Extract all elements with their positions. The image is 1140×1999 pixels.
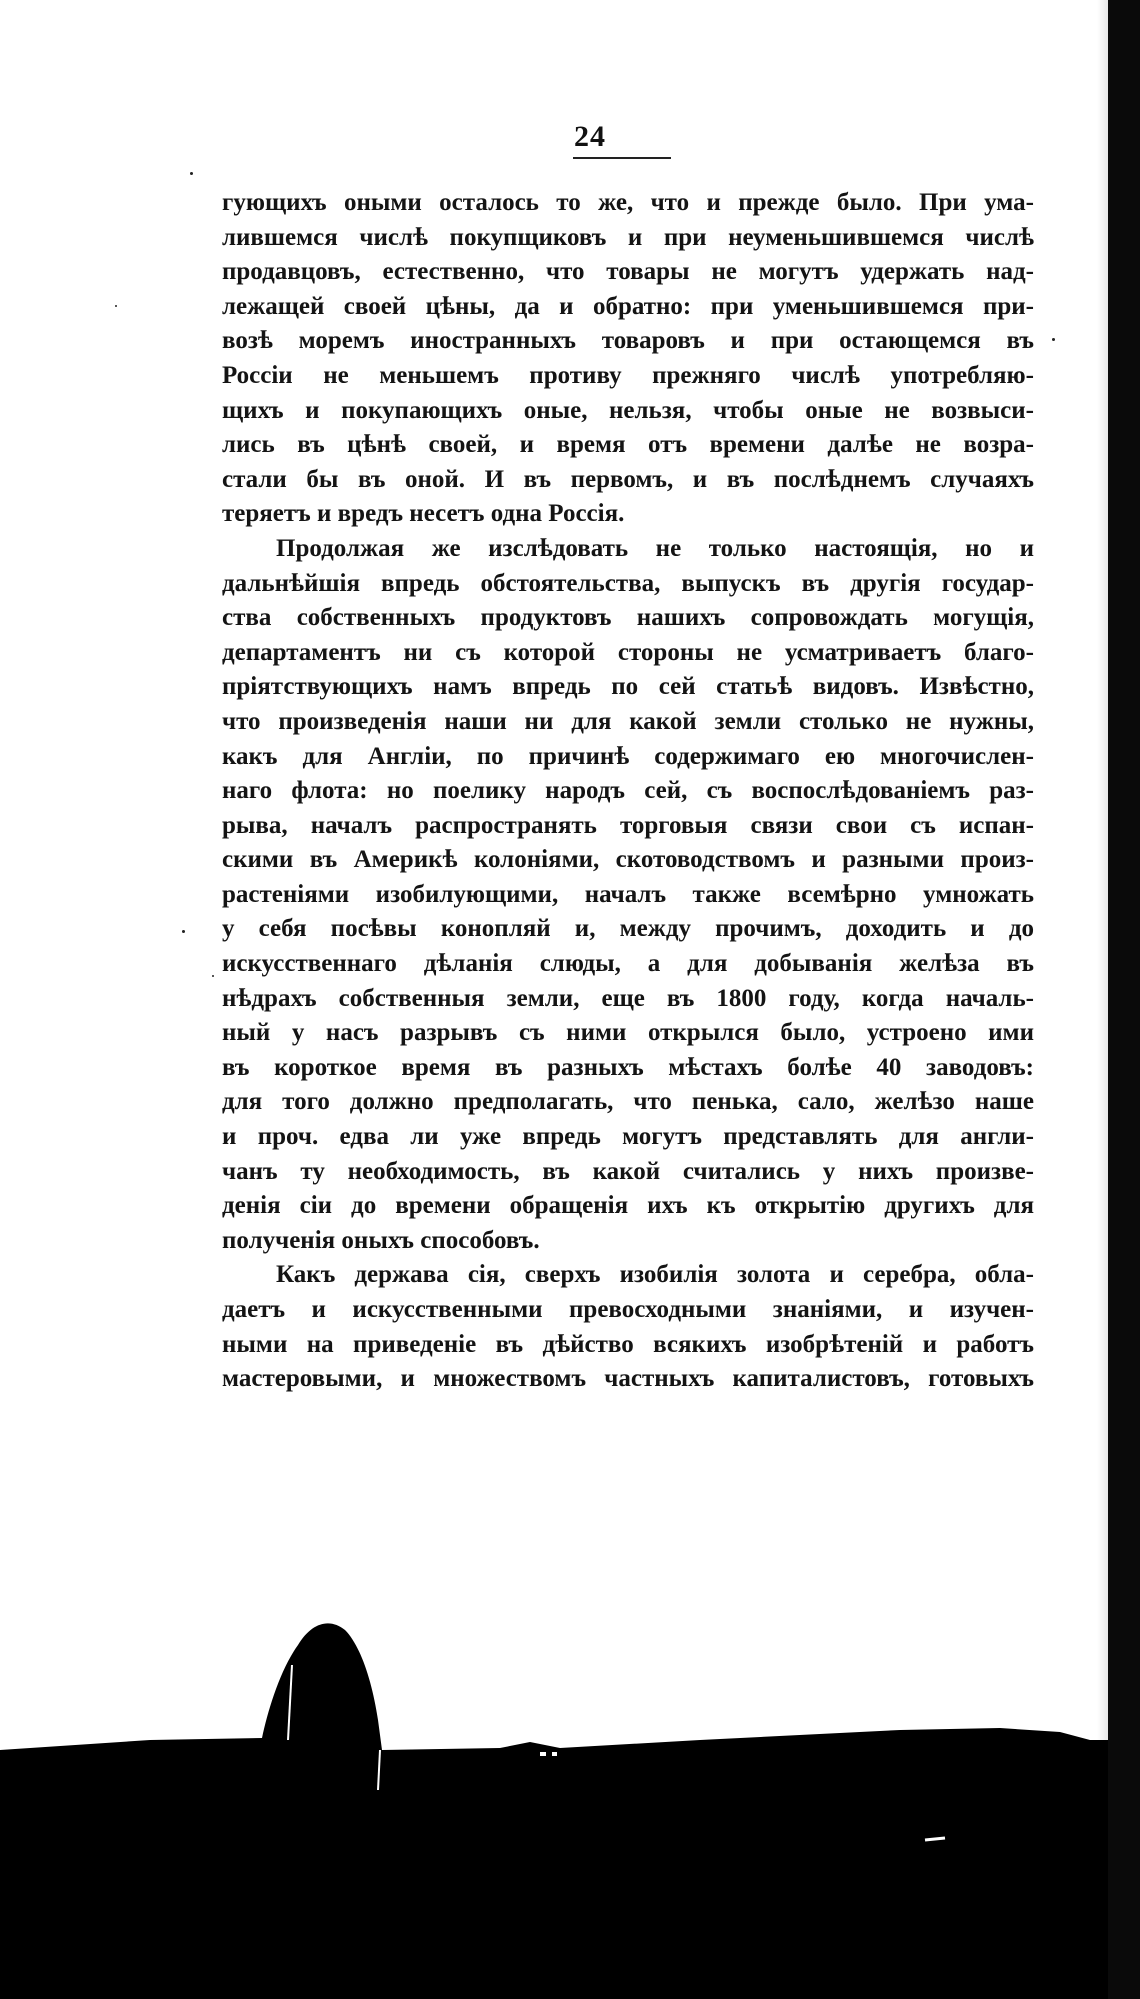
body-text [222, 186, 1034, 1397]
text-line: лежащей своей цѣны, да и обратно: при уменьшившемся при- [222, 292, 1034, 320]
text-line: даетъ и искусственными превосходными знаніями, и изучен- [222, 1296, 1034, 1323]
text-line: растеніями изобилующими, началъ также всемѣрно умножать [222, 880, 1034, 908]
page-number-rule [573, 157, 671, 159]
text-line: стали бы въ оной. И въ первомъ, и въ послѣднемъ случаяхъ [222, 465, 1034, 493]
scan-speck [115, 305, 117, 307]
text-line: скими въ Америкѣ колоніями, скотоводствомъ и разными произ- [222, 846, 1034, 874]
paragraph-1 [222, 186, 1034, 532]
text-line: наго флота: но поелику народъ сей, съ воспослѣдованіемъ раз- [222, 777, 1034, 805]
text-line: денія сіи до времени обращенія ихъ къ открытію другихъ для [222, 1192, 1034, 1220]
page-number: 24 [574, 120, 606, 153]
scan-speck [182, 930, 185, 933]
text-line: возѣ моремъ иностранныхъ товаровъ и при остающемся въ [222, 327, 1034, 355]
text-line: рыва, началъ распространять торговыя связи свои съ испан- [222, 811, 1034, 839]
scan-speck [190, 172, 193, 175]
text-line: лившемся числѣ покупщиковъ и при неуменьшившемся числѣ [222, 223, 1034, 251]
blot-shape [0, 1623, 1108, 1999]
text-line: нѣдрахъ собственныя земли, еще въ 1800 году, когда началь- [222, 984, 1034, 1012]
text-line: департаментъ ни съ которой стороны не усматриваетъ благо- [222, 638, 1034, 666]
scan-artifact-blot [0, 1590, 1140, 1999]
blot-crack [925, 1838, 945, 1840]
text-line: искусственнаго дѣланія слюды, а для добыванія желѣза въ [222, 950, 1034, 978]
paragraph-3 [222, 1258, 1034, 1396]
text-line: ства собственныхъ продуктовъ нашихъ сопровождать могущія, [222, 604, 1034, 632]
blot-speckle [540, 1752, 546, 1756]
text-line: полученія оныхъ способовъ. [222, 1226, 540, 1254]
text-line: продавцовъ, естественно, что товары не могутъ удержать над- [222, 258, 1034, 286]
text-line: какъ для Англіи, по причинѣ содержимаго ею многочислен- [222, 742, 1034, 770]
text-line: ными на приведеніе въ дѣйство всякихъ изобрѣтеній и работъ [222, 1330, 1034, 1358]
text-line: Какъ держава сія, сверхъ изобилія золота и серебра, обла- [276, 1261, 1034, 1289]
text-line: Россіи не меньшемъ противу прежняго числѣ употребляю- [222, 361, 1034, 389]
text-line: мастеровыми, и множествомъ частныхъ капиталистовъ, готовыхъ [222, 1365, 1034, 1393]
text-line: дальнѣйшія впредь обстоятельства, выпускъ въ другія государ- [222, 569, 1034, 597]
scan-speck [1052, 338, 1055, 341]
paragraph-2 [222, 532, 1034, 1258]
text-line: для того должно предполагать, что пенька, сало, желѣзо наше [222, 1088, 1034, 1116]
text-line: лись въ цѣнѣ своей, и время отъ времени далѣе не возра- [222, 431, 1034, 459]
text-line: что произведенія наши ни для какой земли столько не нужны, [222, 707, 1034, 735]
text-line: ный у насъ разрывъ съ ними открылся было, устроено ими [222, 1019, 1034, 1047]
text-line: пріятствующихъ намъ впредь по сей статьѣ видовъ. Извѣстно, [222, 673, 1034, 701]
text-line: Продолжая же изслѣдовать не только настоящія, но и [276, 534, 1034, 562]
text-line: въ короткое время въ разныхъ мѣстахъ болѣе 40 заводовъ: [222, 1053, 1034, 1081]
text-line: и проч. едва ли уже впредь могутъ представлять для англи- [222, 1123, 1034, 1151]
text-line: теряетъ и вредъ несетъ одна Россія. [222, 500, 625, 528]
text-line: гующихъ оными осталось то же, что и прежде было. При ума- [222, 189, 1034, 216]
text-line: щихъ и покупающихъ оные, нельзя, чтобы оные не возвыси- [222, 396, 1034, 424]
blot-speckle [552, 1752, 557, 1756]
scan-speck [212, 975, 214, 977]
text-line: чанъ ту необходимость, въ какой считались у нихъ произве- [222, 1157, 1034, 1185]
text-line: у себя посѣвы конопляй и, между прочимъ, доходить и до [222, 915, 1034, 943]
